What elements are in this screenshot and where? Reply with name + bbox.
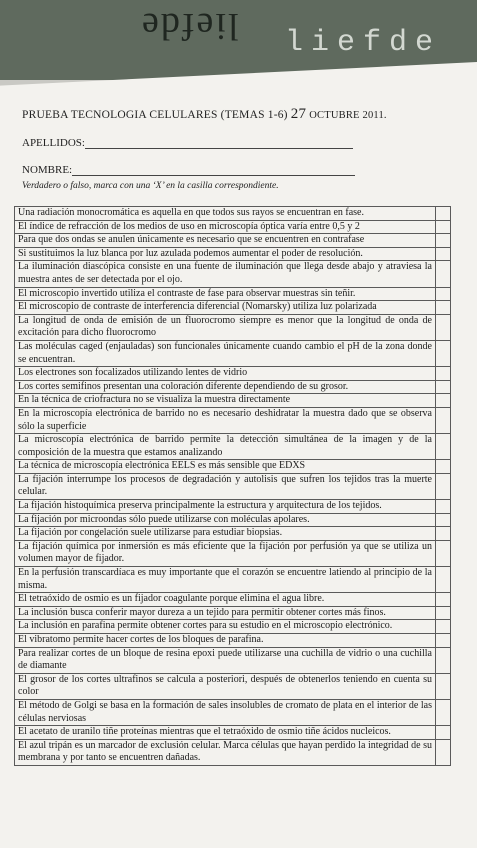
question-text: El microscopio de contraste de interferencia diferencial (Nomarsky) utiliza luz polarizada — [15, 301, 436, 315]
answer-checkbox[interactable] — [436, 647, 451, 673]
question-row — [15, 367, 451, 381]
question-row — [15, 673, 451, 699]
question-text: La iluminación diascópica consiste en una fuente de iluminación que llega desde abajo y atraviesa la muestra antes de ser detectada por el ojo. — [15, 261, 436, 287]
answer-checkbox[interactable] — [436, 407, 451, 433]
question-text: Para que dos ondas se anulen únicamente es necesario que se encuentren en contrafase — [15, 234, 436, 248]
question-text: Los electrones son focalizados utilizando lentes de vidrio — [15, 367, 436, 381]
question-text: Si sustituimos la luz blanca por luz azulada podemos aumentar el poder de resolución. — [15, 247, 436, 261]
question-text: La fijación interrumpe los procesos de degradación y autolisis que sufren los tejidos tras la muerte celular. — [15, 473, 436, 499]
background-text: liefde — [285, 26, 442, 60]
question-text: El vibratomo permite hacer cortes de los bloques de parafina. — [15, 634, 436, 648]
answer-checkbox[interactable] — [436, 527, 451, 541]
answer-checkbox[interactable] — [436, 567, 451, 593]
answer-checkbox[interactable] — [436, 634, 451, 648]
question-row — [15, 314, 451, 340]
exam-title — [22, 106, 387, 123]
name-field[interactable] — [22, 164, 355, 176]
question-row — [15, 699, 451, 725]
answer-checkbox[interactable] — [436, 394, 451, 408]
answer-checkbox[interactable] — [436, 287, 451, 301]
question-text: El tetraóxido de osmio es un fijador coagulante porque elimina el agua libre. — [15, 593, 436, 607]
question-row — [15, 634, 451, 648]
questions-table — [14, 206, 451, 766]
title-text: PRUEBA TECNOLOGIA CELULARES (TEMAS 1-6) — [22, 109, 288, 121]
question-text: La inclusión en parafina permite obtener cortes para su estudio en el microscopio electrónico. — [15, 620, 436, 634]
question-row — [15, 287, 451, 301]
answer-checkbox[interactable] — [436, 513, 451, 527]
question-text: El acetato de uranilo tiñe proteínas mientras que el tetraóxido de osmio tiñe ácidos nucleicos. — [15, 726, 436, 740]
question-row — [15, 540, 451, 566]
question-row — [15, 261, 451, 287]
question-text: La inclusión busca conferir mayor dureza a un tejido para permitir obtener cortes más finos. — [15, 606, 436, 620]
question-text: El microscopio invertido utiliza el contraste de fase para observar muestras sin teñir. — [15, 287, 436, 301]
question-text: En la perfusión transcardíaca es muy importante que el corazón se encuentre latiendo al principio de la misma. — [15, 567, 436, 593]
answer-checkbox[interactable] — [436, 301, 451, 315]
answer-checkbox[interactable] — [436, 380, 451, 394]
question-row — [15, 739, 451, 765]
background-upside-down-text: liefde — [140, 5, 239, 47]
answer-checkbox[interactable] — [436, 340, 451, 366]
name-label: NOMBRE: — [22, 164, 73, 176]
question-row — [15, 460, 451, 474]
question-text: La microscopía electrónica de barrido permite la detección simultánea de la imagen y de la composición de la muestra que estamos analizando — [15, 434, 436, 460]
question-text: Una radiación monocromática es aquella en que todos sus rayos se encuentran en fase. — [15, 207, 436, 221]
question-row — [15, 647, 451, 673]
answer-checkbox[interactable] — [436, 247, 451, 261]
question-text: La técnica de microscopía electrónica EELS es más sensible que EDXS — [15, 460, 436, 474]
name-line[interactable] — [72, 165, 355, 176]
question-row — [15, 407, 451, 433]
question-row — [15, 340, 451, 366]
question-row — [15, 620, 451, 634]
answer-checkbox[interactable] — [436, 367, 451, 381]
question-row — [15, 380, 451, 394]
answer-checkbox[interactable] — [436, 620, 451, 634]
question-row — [15, 527, 451, 541]
question-row — [15, 207, 451, 221]
answer-checkbox[interactable] — [436, 314, 451, 340]
question-text: La fijación por microondas sólo puede utilizarse con moléculas apolares. — [15, 513, 436, 527]
question-row — [15, 301, 451, 315]
question-row — [15, 473, 451, 499]
answer-checkbox[interactable] — [436, 593, 451, 607]
question-row — [15, 593, 451, 607]
question-row — [15, 220, 451, 234]
answer-checkbox[interactable] — [436, 673, 451, 699]
question-text: El grosor de los cortes ultrafinos se calcula a posteriori, después de obtenerlos teniendo en cuenta su color — [15, 673, 436, 699]
title-date-day: 27 — [290, 106, 307, 122]
question-row — [15, 247, 451, 261]
question-text: Para realizar cortes de un bloque de resina epoxi puede utilizarse una cuchilla de vidrio o una cuchilla de diamante — [15, 647, 436, 673]
question-text: Las moléculas caged (enjauladas) son funcionales únicamente cuando cambio el pH de la zona donde se encuentran. — [15, 340, 436, 366]
answer-checkbox[interactable] — [436, 473, 451, 499]
question-text: En la microscopía electrónica de barrido no es necesario deshidratar la muestra dado que se observa sólo la superficie — [15, 407, 436, 433]
answer-checkbox[interactable] — [436, 726, 451, 740]
question-text: Los cortes semifinos presentan una coloración diferente dependiendo de su grosor. — [15, 380, 436, 394]
question-text: La longitud de onda de emisión de un fluorocromo siempre es menor que la longitud de onda de excitación para dicho fluorocromo — [15, 314, 436, 340]
question-row — [15, 434, 451, 460]
answer-checkbox[interactable] — [436, 699, 451, 725]
surname-line[interactable] — [85, 138, 353, 149]
question-text: La fijación por congelación suele utilizarse para estudiar biopsias. — [15, 527, 436, 541]
instructions: Verdadero o falso, marca con una ‘X’ en la casilla correspondiente. — [22, 181, 279, 191]
question-text: La fijación química por inmersión es más eficiente que la fijación por perfusión ya que se utiliza un volumen mayor de fijador. — [15, 540, 436, 566]
surname-field[interactable] — [22, 137, 353, 149]
question-text: El azul tripán es un marcador de exclusión celular. Marca células que hayan perdido la integridad de su membrana y por tanto se encuentren dañadas. — [15, 739, 436, 765]
answer-checkbox[interactable] — [436, 500, 451, 514]
question-text: En la técnica de criofractura no se visualiza la muestra directamente — [15, 394, 436, 408]
question-row — [15, 606, 451, 620]
answer-checkbox[interactable] — [436, 540, 451, 566]
surname-label: APELLIDOS: — [22, 137, 85, 149]
question-row — [15, 513, 451, 527]
question-row — [15, 234, 451, 248]
title-date-rest: OCTUBRE 2011. — [309, 110, 387, 121]
answer-checkbox[interactable] — [436, 739, 451, 765]
answer-checkbox[interactable] — [436, 460, 451, 474]
answer-checkbox[interactable] — [436, 234, 451, 248]
question-row — [15, 500, 451, 514]
question-text: El índice de refracción de los medios de uso en microscopía óptica varía entre 0,5 y 2 — [15, 220, 436, 234]
answer-checkbox[interactable] — [436, 606, 451, 620]
question-text: La fijación histoquímica preserva principalmente la estructura y arquitectura de los tejidos. — [15, 500, 436, 514]
question-row — [15, 567, 451, 593]
answer-checkbox[interactable] — [436, 207, 451, 221]
question-row — [15, 726, 451, 740]
answer-checkbox[interactable] — [436, 434, 451, 460]
answer-checkbox[interactable] — [436, 220, 451, 234]
answer-checkbox[interactable] — [436, 261, 451, 287]
question-row — [15, 394, 451, 408]
question-text: El método de Golgi se basa en la formación de sales insolubles de cromato de plata en el interior de las células nerviosas — [15, 699, 436, 725]
